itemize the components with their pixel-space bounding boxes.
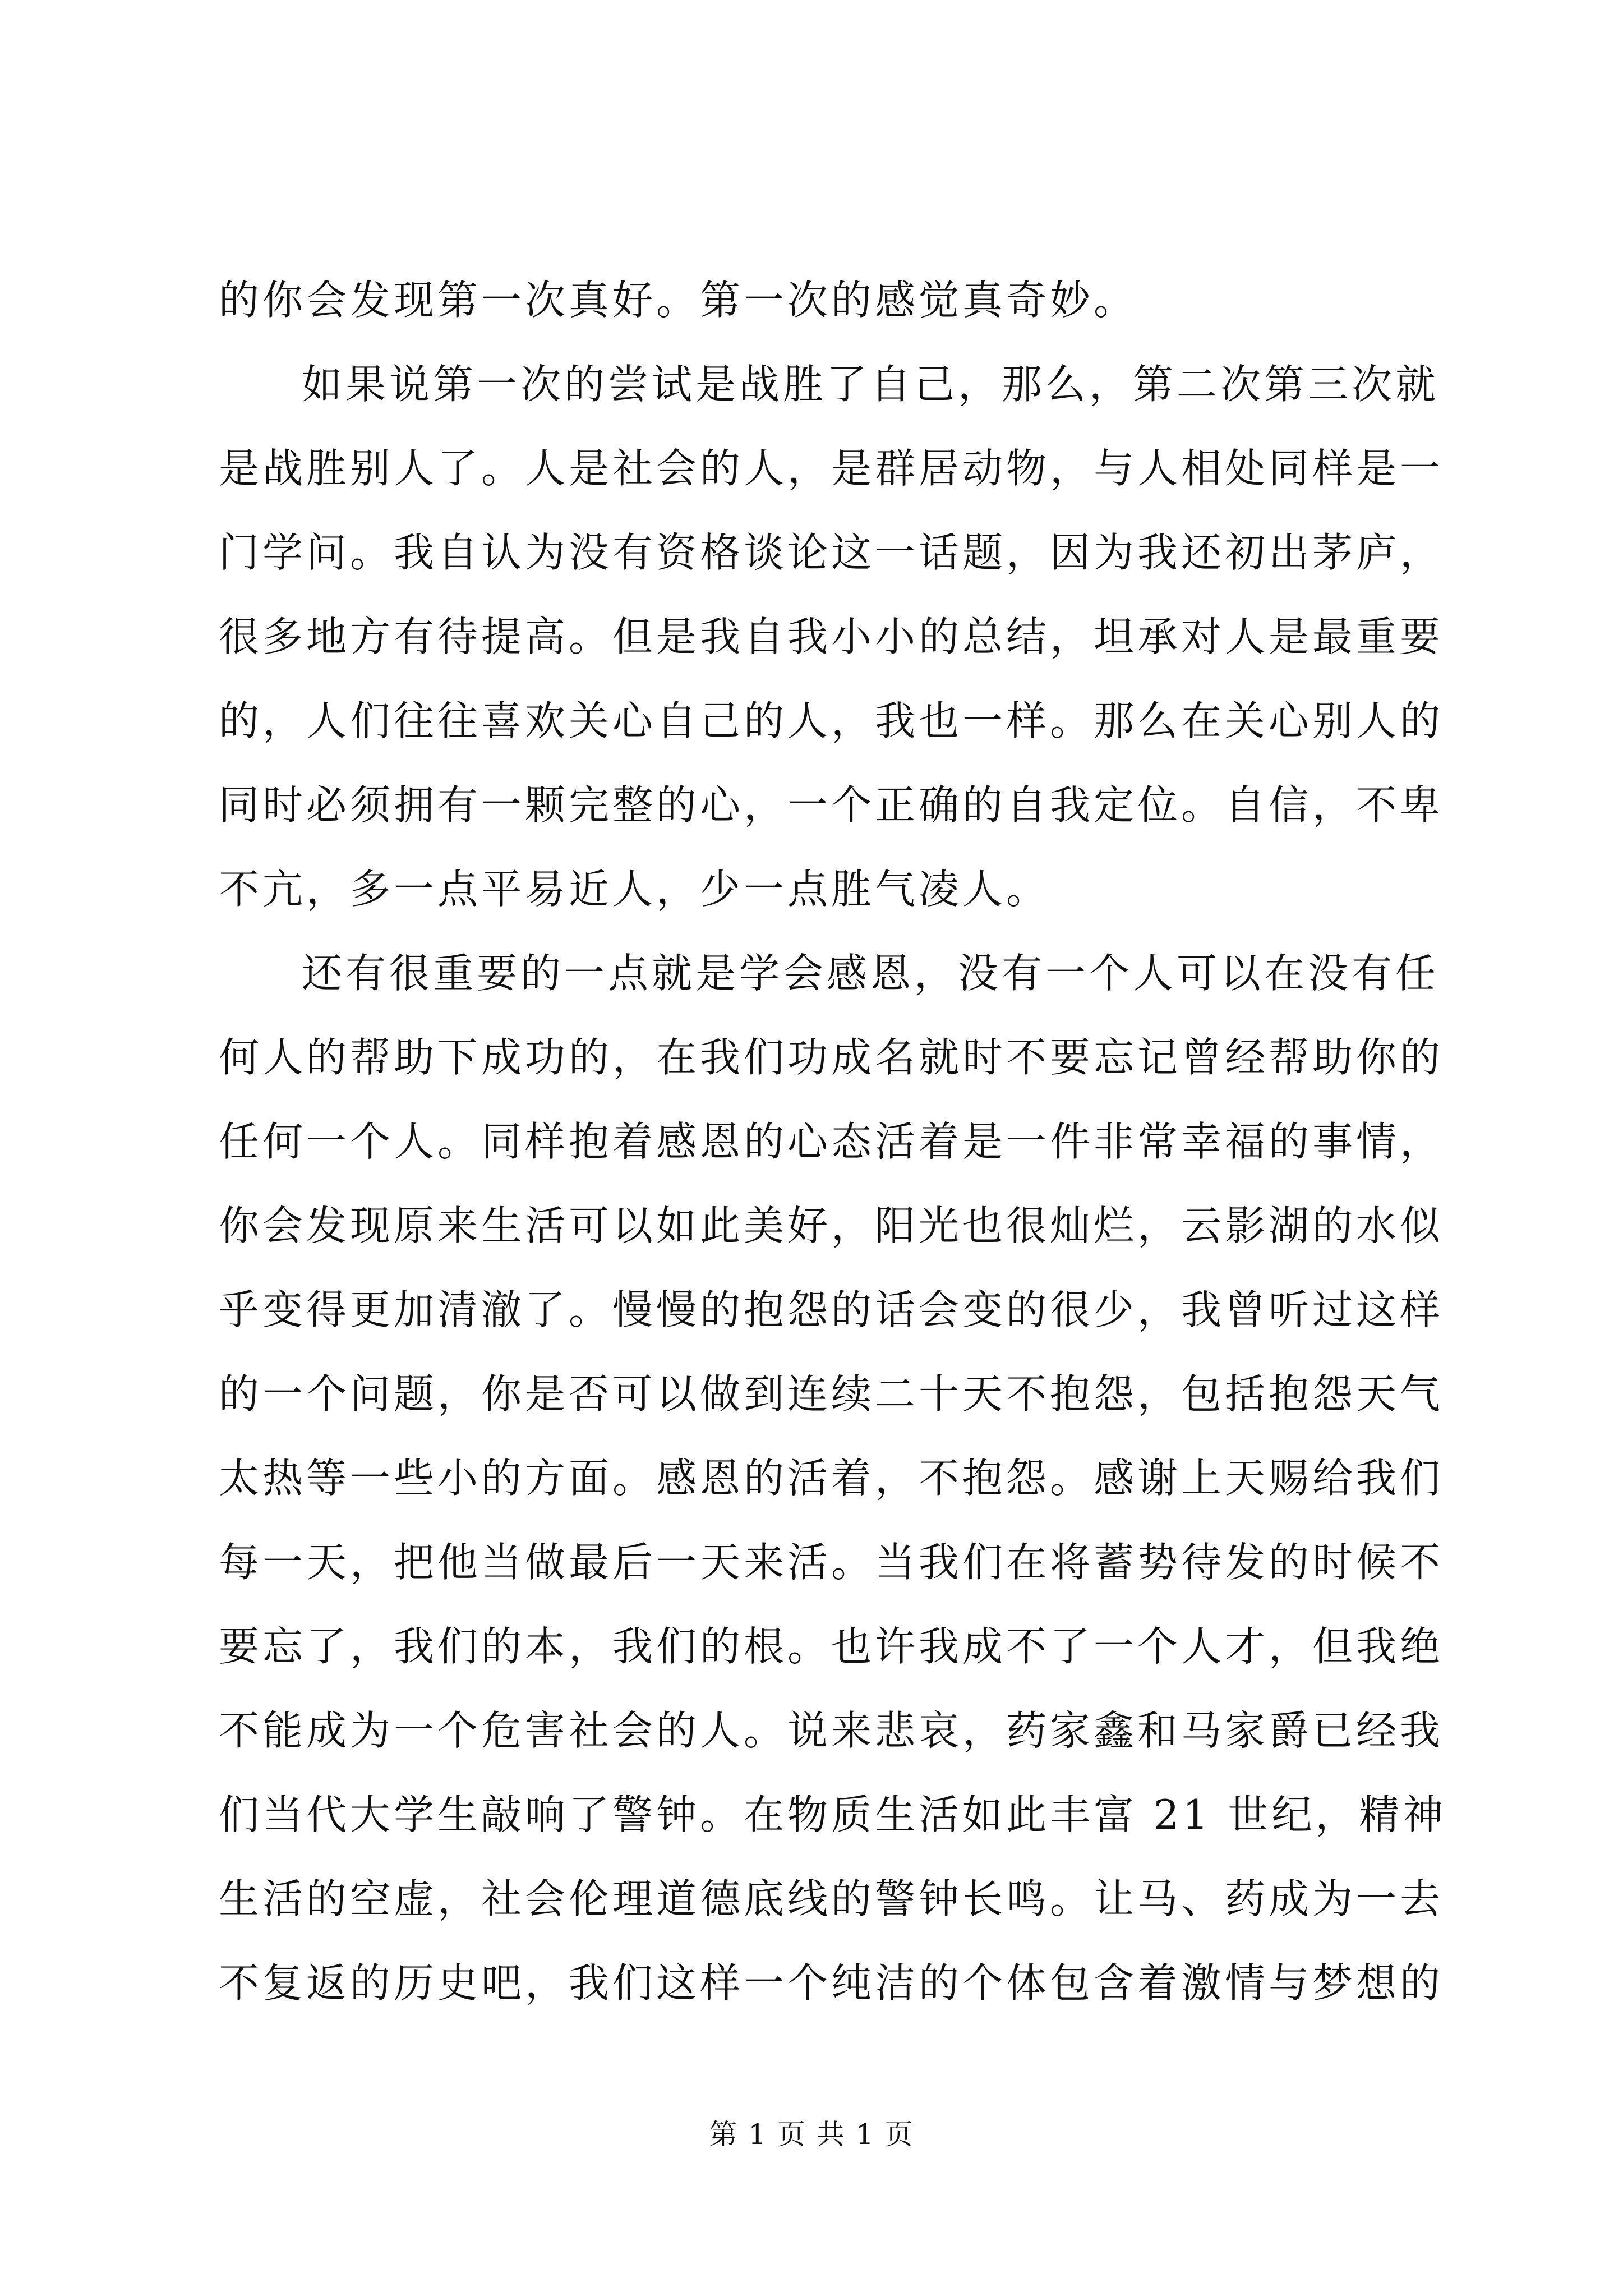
page-footer: [0, 2115, 1623, 2154]
paragraph-first-line: 如果说第一次的尝试是战胜了自己，那么，第二次第三次就: [302, 361, 1440, 408]
text-line: 生活的空虚，社会伦理道德底线的警钟长鸣。让马、药成为一去: [219, 1875, 1444, 1922]
text-line: 不能成为一个危害社会的人。说来悲哀，药家鑫和马家爵已经我: [219, 1707, 1444, 1754]
page-number: 第 1 页 共 1 页: [709, 2118, 914, 2151]
text-line: 是战胜别人了。人是社会的人，是群居动物，与人相处同样是一: [219, 445, 1444, 492]
text-line: 的，人们往往喜欢关心自己的人，我也一样。那么在关心别人的: [219, 697, 1444, 744]
text-line: 要忘了，我们的本，我们的根。也许我成不了一个人才，但我绝: [219, 1623, 1444, 1670]
text-line: 的一个问题，你是否可以做到连续二十天不抱怨，包括抱怨天气: [219, 1370, 1444, 1418]
text-line: 任何一个人。同样抱着感恩的心态活着是一件非常幸福的事情，: [219, 1118, 1444, 1165]
paragraph-first-line: 还有很重要的一点就是学会感恩，没有一个人可以在没有任: [302, 950, 1440, 997]
text-line: 们当代大学生敲响了警钟。在物质生活如此丰富 21 世纪，精神: [219, 1791, 1447, 1838]
text-line: 的你会发现第一次真好。第一次的感觉真奇妙。: [219, 277, 1138, 324]
text-line: 门学问。我自认为没有资格谈论这一话题，因为我还初出茅庐，: [219, 529, 1444, 576]
text-line: 很多地方有待提高。但是我自我小小的总结，坦承对人是最重要: [219, 613, 1444, 660]
text-line: 不亢，多一点平易近人，少一点胜气凌人。: [219, 866, 1050, 913]
text-line: 你会发现原来生活可以如此美好，阳光也很灿烂，云影湖的水似: [219, 1202, 1444, 1249]
text-line: 太热等一些小的方面。感恩的活着，不抱怨。感谢上天赐给我们: [219, 1455, 1444, 1502]
body-text: [219, 258, 1447, 2025]
text-line: 何人的帮助下成功的，在我们功成名就时不要忘记曾经帮助你的: [219, 1034, 1444, 1081]
text-line: 不复返的历史吧，我们这样一个纯洁的个体包含着激情与梦想的: [219, 1959, 1444, 2007]
text-line: 同时必须拥有一颗完整的心，一个正确的自我定位。自信，不卑: [219, 781, 1444, 829]
text-line: 每一天，把他当做最后一天来活。当我们在将蓄势待发的时候不: [219, 1539, 1444, 1586]
text-line: 乎变得更加清澈了。慢慢的抱怨的话会变的很少，我曾听过这样: [219, 1286, 1444, 1333]
